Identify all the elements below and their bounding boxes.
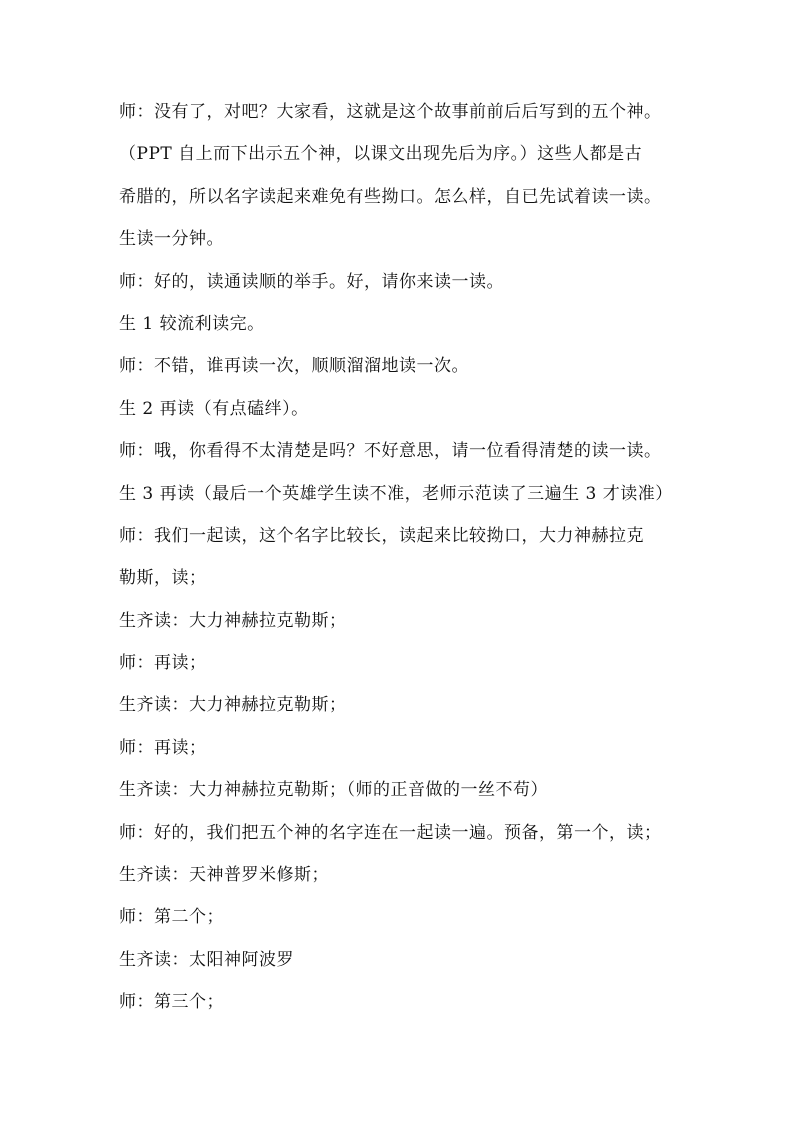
text-line: 师：再读； bbox=[119, 653, 207, 674]
text-line: 师：再读； bbox=[119, 737, 207, 758]
text-line: 生读一分钟。 bbox=[119, 229, 224, 250]
text-line: 生齐读：大力神赫拉克勒斯；（师的正音做的一丝不苟） bbox=[119, 780, 548, 801]
text-line: 师：不错，谁再读一次，顺顺溜溜地读一次。 bbox=[119, 356, 469, 377]
text-line: 生齐读：大力神赫拉克勒斯； bbox=[119, 695, 347, 716]
text-line: 希腊的，所以名字读起来难免有些拗口。怎么样，自已先试着读一读。 bbox=[119, 186, 662, 207]
text-line: 师：没有了，对吧？大家看，这就是这个故事前前后后写到的五个神。 bbox=[119, 102, 662, 122]
document-body bbox=[119, 102, 679, 1035]
text-line: 师：好的，我们把五个神的名字连在一起读一遍。预备，第一个，读； bbox=[119, 822, 662, 843]
text-line: 师：好的，读通读顺的举手。好，请你来读一读。 bbox=[119, 271, 504, 292]
text-line: 师：我们一起读，这个名字比较长，读起来比较拗口，大力神赫拉克 bbox=[119, 525, 644, 546]
text-line: 生齐读：太阳神阿波罗 bbox=[119, 949, 294, 970]
text-line: 师：第三个； bbox=[119, 992, 224, 1013]
text-line: 生齐读：天神普罗米修斯； bbox=[119, 865, 329, 886]
text-line: 生 1 较流利读完。 bbox=[119, 313, 265, 334]
text-line: 师：哦，你看得不太清楚是吗？不好意思，请一位看得清楚的读一读。 bbox=[119, 441, 662, 462]
text-line: （PPT 自上而下出示五个神，以课文出现先后为序。）这些人都是古 bbox=[119, 144, 643, 165]
text-line: 生齐读：大力神赫拉克勒斯； bbox=[119, 610, 347, 631]
text-line: 师：第二个； bbox=[119, 907, 224, 928]
text-line: 生 2 再读（有点磕绊）。 bbox=[119, 398, 309, 419]
text-line: 生 3 再读（最后一个英雄学生读不准，老师示范读了三遍生 3 才读准） bbox=[119, 483, 673, 504]
text-line: 勒斯，读； bbox=[119, 568, 207, 589]
